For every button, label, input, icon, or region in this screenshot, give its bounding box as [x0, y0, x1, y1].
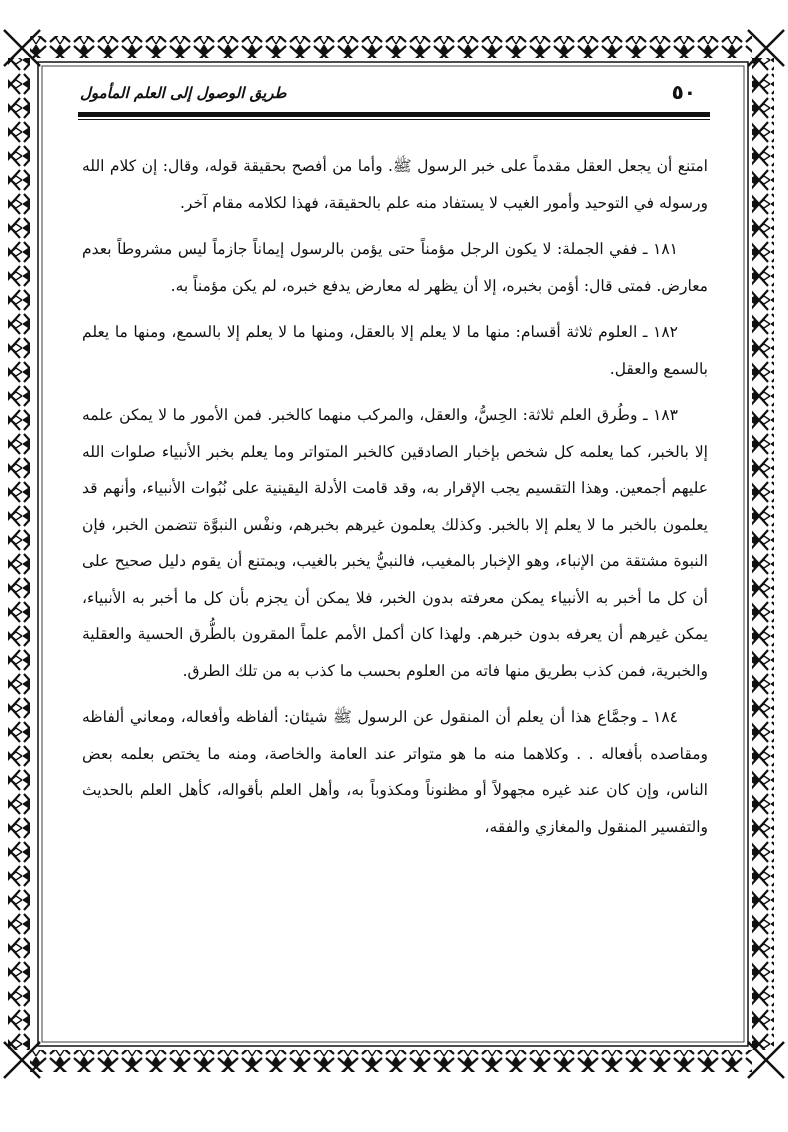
header-rule — [78, 112, 710, 117]
running-header-title: طريق الوصول إلى العلم المأمول — [80, 84, 287, 102]
page-number: ٥٠ — [671, 80, 696, 104]
header-rule-thin — [78, 119, 710, 120]
body-text — [82, 148, 708, 845]
border-bottom — [30, 1050, 752, 1072]
border-top — [30, 36, 752, 58]
paragraph-182: ١٨٢ ـ العلوم ثلاثة أقسام: منها ما لا يعلم إلا بالعقل، ومنها ما لا يعلم إلا بالسمع، ومنها ما يعلم بالسمع والعقل. — [82, 323, 708, 378]
paragraph-181: ١٨١ ـ ففي الجملة: لا يكون الرجل مؤمناً حتى يؤمن بالرسول إيماناً جازماً ليس مشروطاً بعدم معارض. فمتى قال: أؤمن بخبره، إلا أن يظهر له معارض يدفع خبره، لم يكن مؤمناً به. — [82, 240, 708, 295]
border-left — [8, 58, 30, 1050]
border-right — [752, 58, 774, 1050]
paragraph-183: ١٨٣ ـ وطُرق العلم ثلاثة: الحِسُّ، والعقل، والمركب منهما كالخبر. فمن الأمور ما لا يمكن علمه إلا بالخبر، كما يعلمه كل شخص بإخبار الصادقين كالخبر المتواتر وما يعلم بخبر الأنبياء صلوات الله عليهم أجمعين. وهذا التقسيم يجب الإقرار به، وقد قامت الأدلة اليقينية على نُبُوات الأنبياء، وأنهم قد يعلمون بالخبر ما لا يعلم إلا بالخبر. وكذلك يعلمون غيرهم بخبرهم، ونفْس النبوَّة تتضمن الخبر، فإن النبوة مشتقة من الإنباء، وهو الإخبار بالمغيب، فالنبيُّ يخبر بالغيب، ويمتنع أن يقوم دليل صحيح على أن كل ما أخبر به الأنبياء يمكن معرفته بدون الخبر، فلا يمكن أن يجزم بأن كل ما أخبر به الأنبياء، يمكن غيرهم أن يعرفه بدون خبرهم. ولهذا كان أكمل الأمم علماً المقرون بالطُّرق الحسية والعقلية والخبرية، فمن كذب بطريق منها فاته من العلوم بحسب ما كذب به من تلك الطرق. — [82, 406, 708, 680]
paragraph-continuation: امتنع أن يجعل العقل مقدماً على خبر الرسول ﷺ. وأما من أفصح بحقيقة قوله، وقال: إن كلام الله ورسوله في التوحيد وأمور الغيب لا يستفاد منه علم بالحقيقة، فهذا لكلامه مقام آخر. — [82, 157, 708, 212]
paragraph-184: ١٨٤ ـ وجمَّاع هذا أن يعلم أن المنقول عن الرسول ﷺ شيئان: ألفاظه وأفعاله، ومعاني ألفاظه ومقاصده بأفعاله . . وكلاهما منه ما هو متواتر عند العامة والخاصة، ومنه ما يختص بعلمه بعض الناس، وإن كان عند غيره مجهولاً أو مظنوناً ومكذوباً به، وأهل العلم بأقواله، كأهل العلم بالحديث والتفسير المنقول والمغازي والفقه، — [82, 708, 708, 836]
